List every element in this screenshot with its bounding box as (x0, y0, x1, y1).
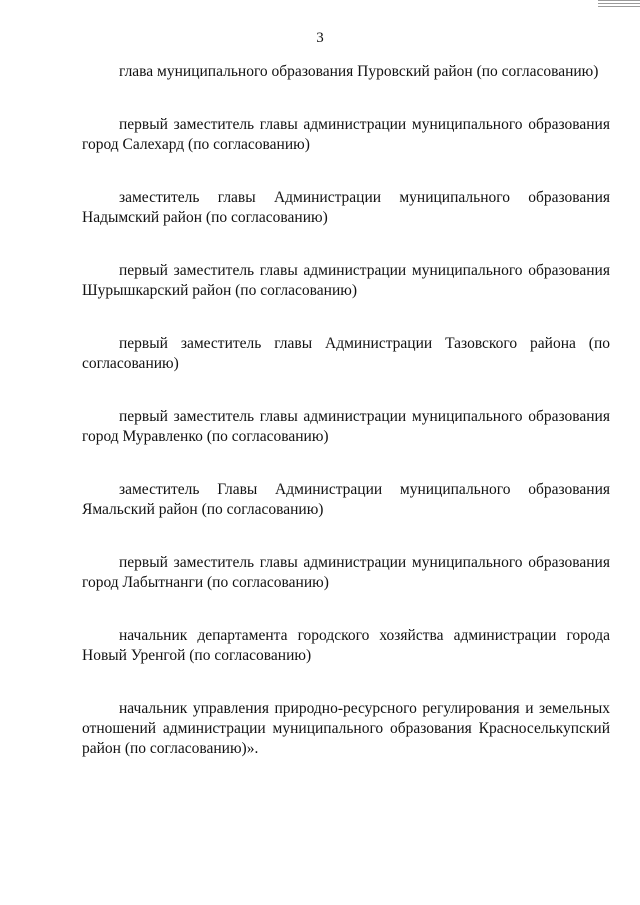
list-item: заместитель Главы Администрации муниципального образования Ямальский район (по согласованию) (82, 481, 610, 518)
list-item: глава муниципального образования Пуровский район (по согласованию) (119, 63, 599, 80)
list-item: первый заместитель главы Администрации Тазовского района (по согласованию) (82, 335, 610, 372)
list-item: первый заместитель главы администрации муниципального образования Шурышкарский район (по согласованию) (82, 262, 610, 299)
list-item: первый заместитель главы администрации муниципального образования город Муравленко (по согласованию) (82, 408, 610, 445)
member-list (82, 62, 610, 792)
list-item: первый заместитель главы администрации муниципального образования город Салехард (по согласованию) (82, 116, 610, 153)
page-number: 3 (316, 30, 324, 46)
list-item: первый заместитель главы администрации муниципального образования город Лабытнанги (по согласованию) (82, 554, 610, 591)
scan-corner-mark (598, 0, 640, 8)
list-item: начальник департамента городского хозяйства администрации города Новый Уренгой (по согласованию) (82, 627, 610, 664)
list-item: начальник управления природно-ресурсного регулирования и земельных отношений администрации муниципального образования Красноселькупский район (по согласованию)». (82, 700, 610, 757)
list-item: заместитель главы Администрации муниципального образования Надымский район (по согласованию) (82, 189, 610, 226)
